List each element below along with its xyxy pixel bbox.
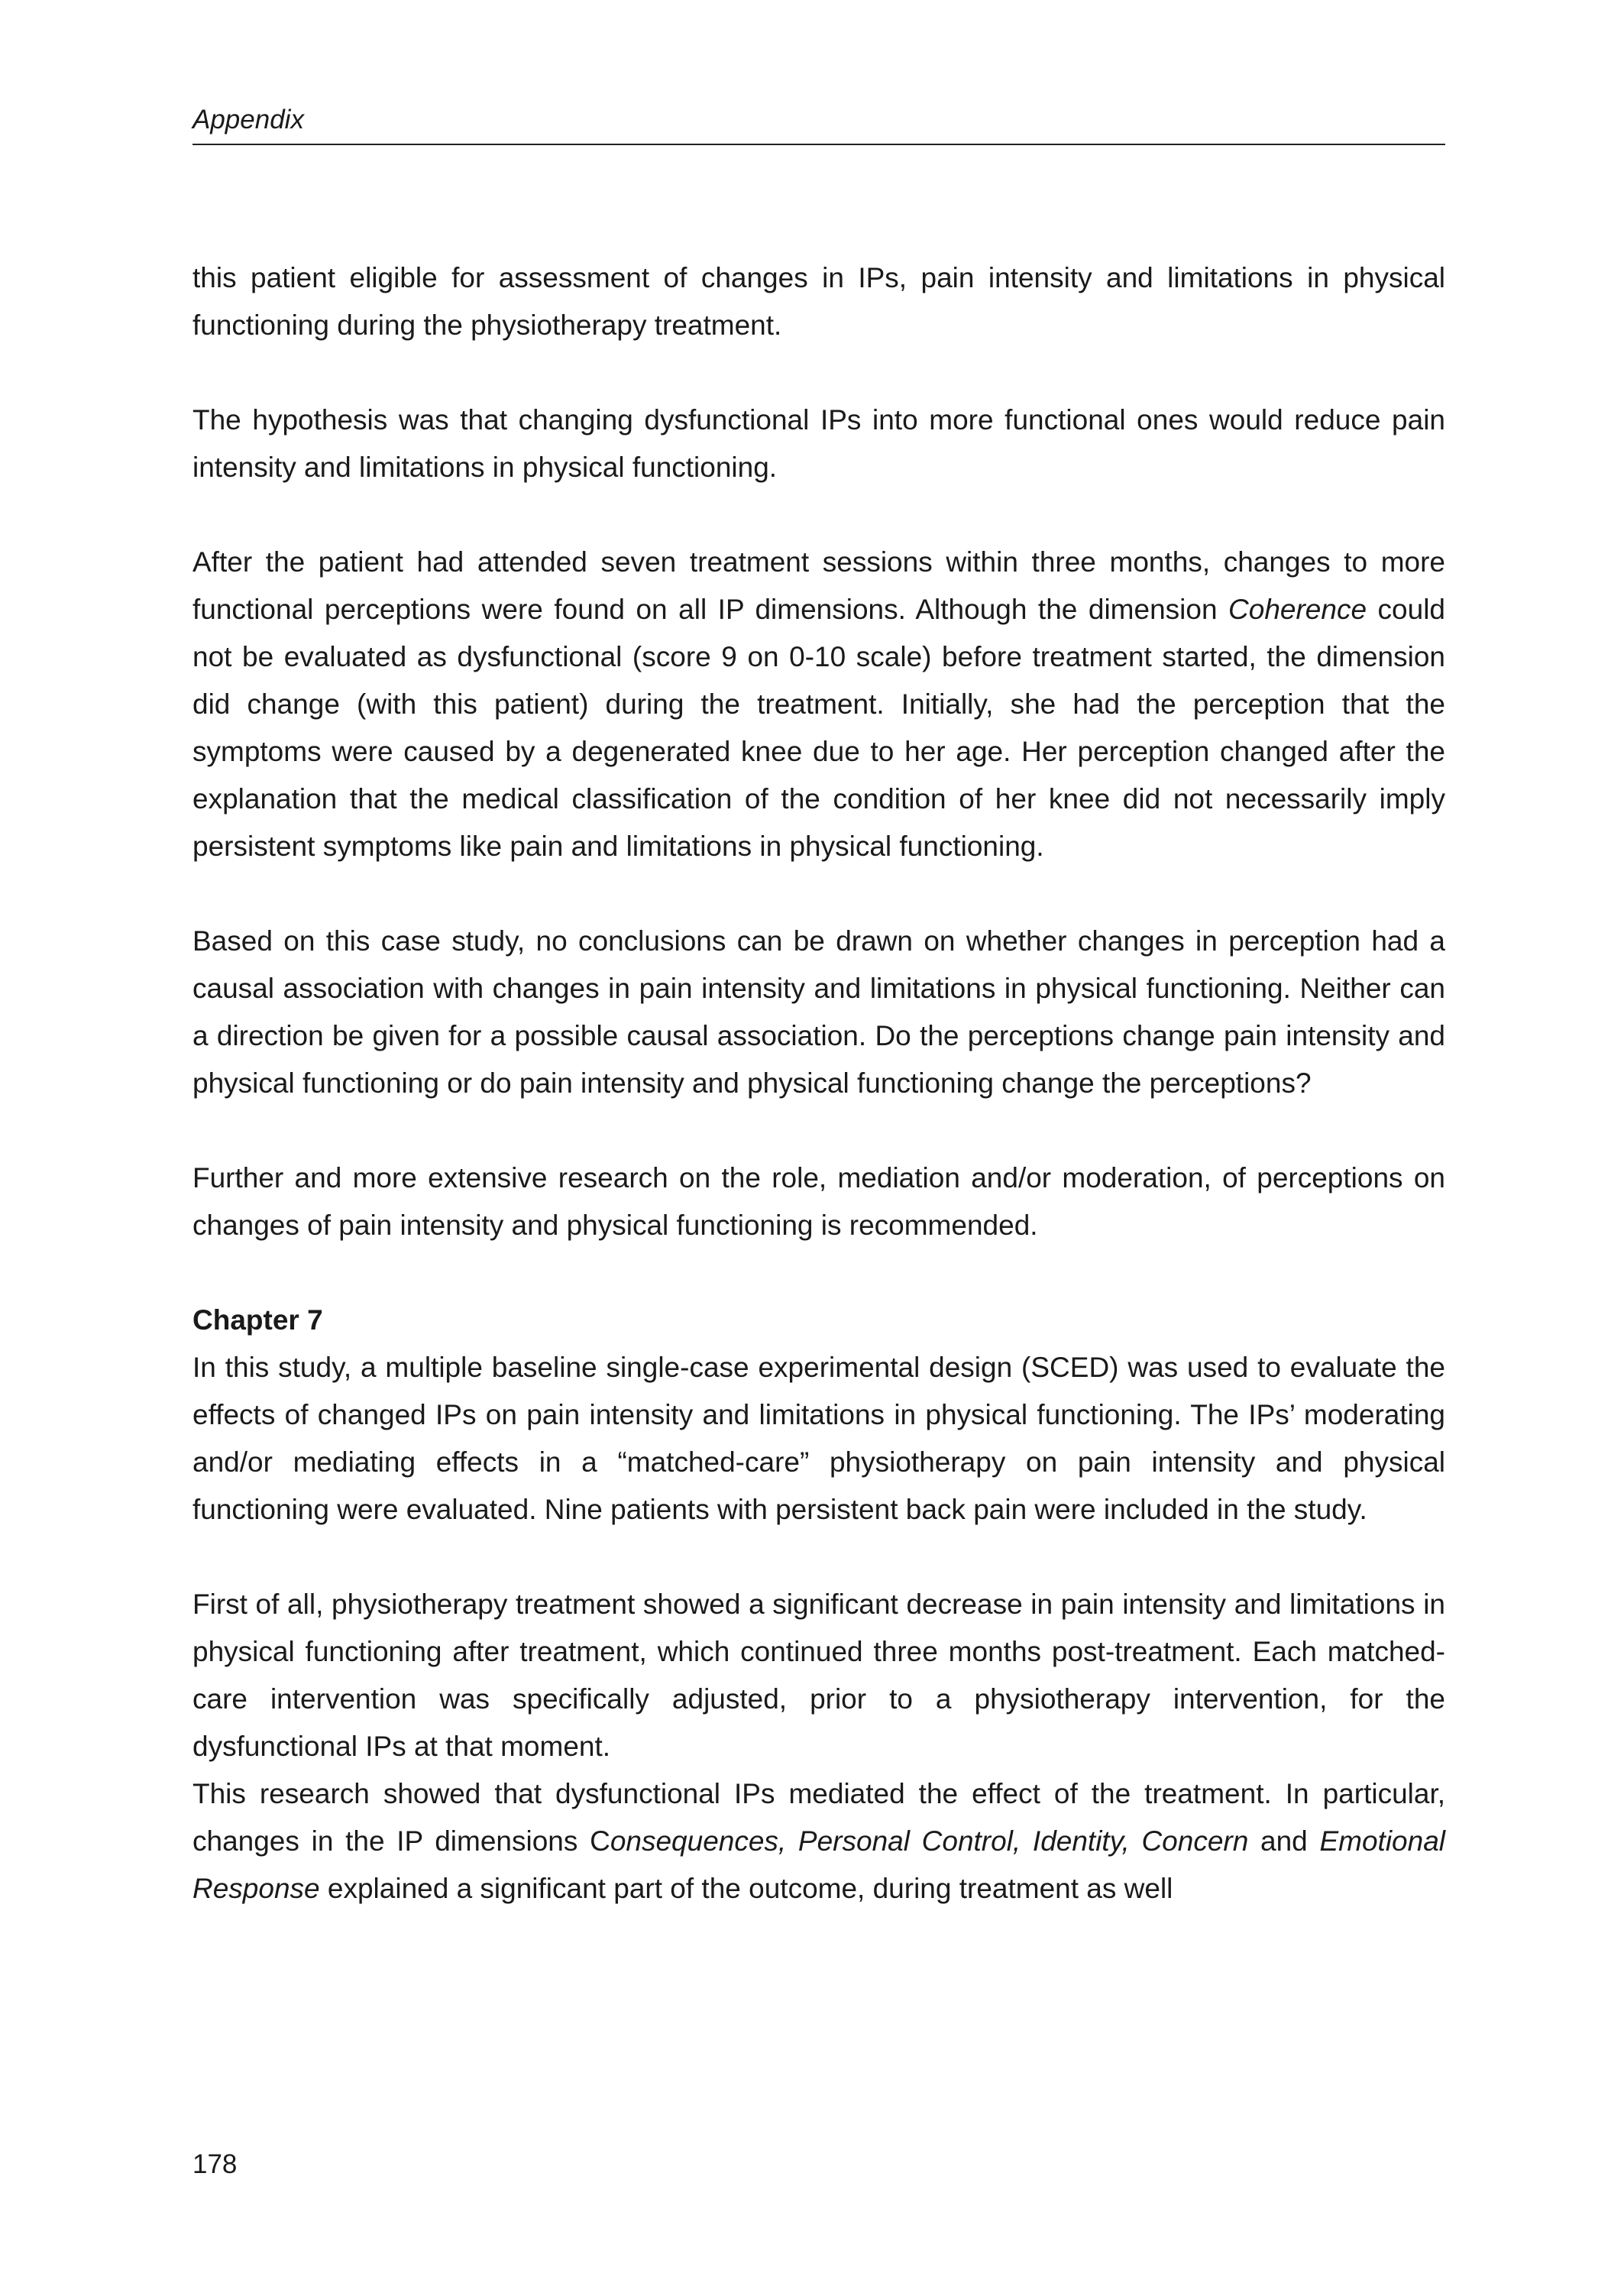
paragraph-1: this patient eligible for assessment of changes in IPs, pain intensity and limitations in physical functioning during the physiotherapy treatment.: [192, 262, 1445, 341]
paragraph-8: [192, 1770, 1445, 1912]
running-header: Appendix: [192, 105, 304, 134]
paragraph-6: In this study, a multiple baseline single-case experimental design (SCED) was used to evaluate the effects of changed IPs on pain intensity and limitations in physical functioning. The IPs’ moderating and/or mediating effects in a “matched-care” physiotherapy on pain intensity and physical functioning were evaluated. Nine patients with persistent back pain were included in the study.: [192, 1352, 1445, 1525]
header-rule: [192, 144, 1445, 145]
coherence-term: Coherence: [1228, 594, 1367, 625]
page-number: 178: [192, 2149, 238, 2179]
paragraph-4: Based on this case study, no conclusions can be drawn on whether changes in perception had a causal association with changes in pain intensity and limitations in physical functioning. Neither can a direction be given for a possible causal association. Do the perceptions change pain intensity and physical functioning or do pain intensity and physical functioning change the perceptions?: [192, 925, 1445, 1099]
paragraph-8-text-a: This research showed that dysfunctional IPs mediated the effect of the treatment. In particular, changes in the IP dimensions C: [192, 1778, 1445, 1857]
paragraph-8-text-c: explained a significant part of the outcome, during treatment as well: [319, 1873, 1173, 1904]
paragraph-2: The hypothesis was that changing dysfunctional IPs into more functional ones would reduce pain intensity and limitations in physical functioning.: [192, 404, 1445, 483]
paragraph-7: First of all, physiotherapy treatment showed a significant decrease in pain intensity and limitations in physical functioning after treatment, which continued three months post-treatment. Each matched-care intervention was specifically adjusted, prior to a physiotherapy intervention, for the dysfunctional IPs at that moment.: [192, 1589, 1445, 1762]
paragraph-8-text-b: and: [1248, 1825, 1320, 1857]
body-text: [192, 254, 1445, 1912]
paragraph-3-text-a: After the patient had attended seven treatment sessions within three months, changes to more functional perceptions were found on all IP dimensions. Although the dimension: [192, 546, 1445, 625]
paragraph-3: [192, 539, 1445, 870]
chapter-heading: Chapter 7: [192, 1304, 323, 1336]
emotional-response-term: Emotional Response: [192, 1825, 1445, 1904]
paragraph-3-text-b: could not be evaluated as dysfunctional (score 9 on 0-10 scale) before treatment started, the dimension did change (with this patient) during the treatment. Initially, she had the perception that the symptoms were caused by a degenerated knee due to her age. Her perception changed after the explanation that the medical classification of the condition of her knee did not necessarily imply persistent symptoms like pain and limitations in physical functioning.: [192, 594, 1446, 862]
paragraph-5: Further and more extensive research on the role, mediation and/or moderation, of perceptions on changes of pain intensity and physical functioning is recommended.: [192, 1162, 1445, 1241]
ip-dimensions-terms: onsequences, Personal Control, Identity, Concern: [610, 1825, 1249, 1857]
